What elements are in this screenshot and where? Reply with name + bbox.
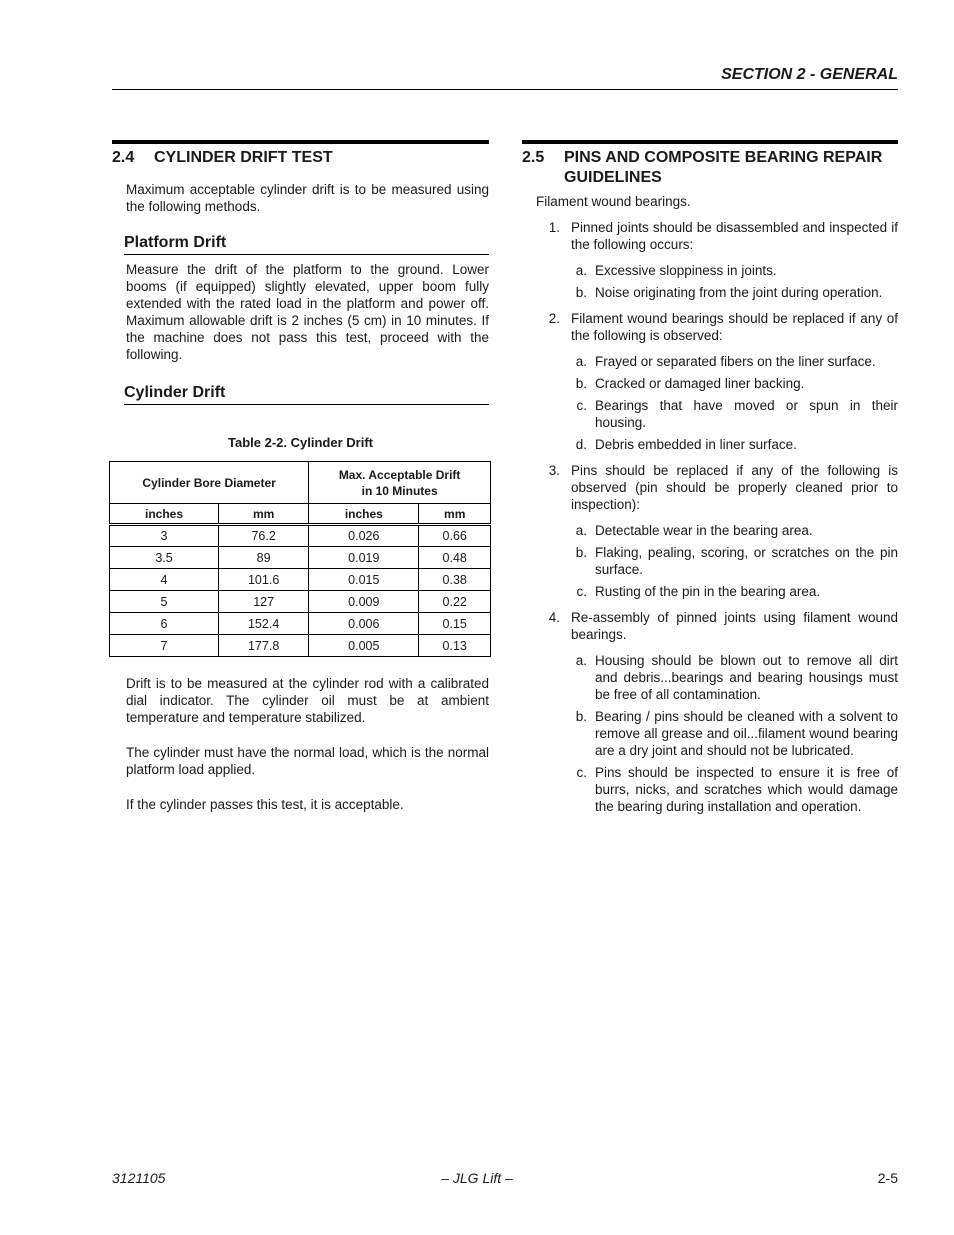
sub-item-text: Frayed or separated fibers on the liner surface. xyxy=(595,354,876,369)
section-title: SECTION 2 - GENERAL xyxy=(721,66,898,83)
sub-list-item xyxy=(571,764,898,815)
footer-doc-number: 3121105 xyxy=(112,1170,166,1186)
table-cell: 89 xyxy=(219,547,309,569)
right-column xyxy=(522,140,898,815)
table-cell: 0.48 xyxy=(419,547,491,569)
table-cell: 6 xyxy=(110,613,219,635)
sub-list-item xyxy=(571,353,898,370)
platform-drift-paragraph: Measure the drift of the platform to the ground. Lower booms (if equipped) slightly elevated, upper boom fully extended with the rated load in the platform and power off. Maximum allowable drift is 2 inches (5 cm) in 10 minutes. If the machine does not pass this test, proceed with the following. xyxy=(126,262,489,362)
sub-list-item xyxy=(571,708,898,759)
footer-page-number: 2-5 xyxy=(877,1170,898,1186)
left-column xyxy=(112,140,489,813)
table-subheader: inches xyxy=(110,504,219,525)
table-cell: 4 xyxy=(110,569,219,591)
intro-paragraph: Filament wound bearings. xyxy=(536,194,691,209)
table-header-drift xyxy=(309,462,491,504)
sub-list-item xyxy=(571,522,898,539)
list-item xyxy=(536,310,898,344)
sub-item-letter: c. xyxy=(576,584,587,599)
sub-item-text: Rusting of the pin in the bearing area. xyxy=(595,584,821,599)
cylinder-drift-table xyxy=(109,461,491,657)
sub-item-text: Debris embedded in liner surface. xyxy=(595,437,797,452)
section-number: 2.5 xyxy=(522,149,545,166)
table-cell: 0.006 xyxy=(309,613,419,635)
list-item xyxy=(536,219,898,253)
normal-load-paragraph: The cylinder must have the normal load, which is the normal platform load applied. xyxy=(126,745,489,777)
sub-item-letter: b. xyxy=(575,376,587,391)
sub-item-letter: b. xyxy=(575,545,587,560)
list-item-text: Pinned joints should be disassembled and inspected if the following occurs: xyxy=(571,220,898,252)
sub-item-text: Noise originating from the joint during operation. xyxy=(595,285,883,300)
sub-item-letter: a. xyxy=(575,523,587,538)
list-item-text: Re-assembly of pinned joints using filament wound bearings. xyxy=(571,610,898,642)
list-item-number: 2. xyxy=(548,311,560,326)
table-row xyxy=(110,569,491,591)
table-cell: 0.005 xyxy=(309,635,419,657)
table-header-drift-line1: Max. Acceptable Drift xyxy=(338,467,461,482)
subheading-cylinder-drift: Cylinder Drift xyxy=(124,384,489,405)
section-heading-title: PINS AND COMPOSITE BEARING REPAIR GUIDELINES xyxy=(564,149,883,186)
drift-measure-paragraph: Drift is to be measured at the cylinder rod with a calibrated dial indicator. The cylinder oil must be at ambient temperature and temperature stabilized. xyxy=(126,676,489,725)
sub-item-letter: c. xyxy=(576,765,587,780)
table-header-bore: Cylinder Bore Diameter xyxy=(110,462,309,504)
table-cell: 7 xyxy=(110,635,219,657)
table-cell: 3 xyxy=(110,525,219,547)
list-item-text: Filament wound bearings should be replaced if any of the following is observed: xyxy=(571,311,898,343)
sub-item-letter: b. xyxy=(575,285,587,300)
table-subheader: mm xyxy=(219,504,309,525)
list-item-number: 1. xyxy=(548,220,560,235)
subheading-platform-drift: Platform Drift xyxy=(124,234,489,255)
section-heading-2-4 xyxy=(112,140,489,168)
sub-item-text: Bearings that have moved or spun in their housing. xyxy=(595,398,898,430)
table-cell: 5 xyxy=(110,591,219,613)
acceptance-paragraph: If the cylinder passes this test, it is acceptable. xyxy=(126,797,404,812)
table-cell: 177.8 xyxy=(219,635,309,657)
table-caption: Table 2-2. Cylinder Drift xyxy=(228,435,373,450)
sub-list-item xyxy=(571,397,898,431)
table-cell: 0.13 xyxy=(419,635,491,657)
section-number: 2.4 xyxy=(112,149,135,166)
table-row xyxy=(110,591,491,613)
list-item-text: Pins should be replaced if any of the following is observed (pin should be properly cleaned prior to inspection): xyxy=(571,463,898,512)
table-header-drift-line2: in 10 Minutes xyxy=(361,483,438,498)
table-cell: 0.66 xyxy=(419,525,491,547)
sub-item-text: Detectable wear in the bearing area. xyxy=(595,523,813,538)
list-item-number: 3. xyxy=(548,463,560,478)
sub-item-letter: c. xyxy=(576,398,587,413)
table-cell: 0.026 xyxy=(309,525,419,547)
table-cell: 0.019 xyxy=(309,547,419,569)
sub-item-letter: b. xyxy=(575,709,587,724)
footer-brand: – JLG Lift – xyxy=(441,1170,513,1186)
sub-item-text: Housing should be blown out to remove all dirt and debris...bearings and bearing housings must be free of all contamination. xyxy=(595,653,898,702)
table-cell: 3.5 xyxy=(110,547,219,569)
sub-list-item xyxy=(571,284,898,301)
sub-list-item xyxy=(571,436,898,453)
sub-list-item xyxy=(571,544,898,578)
list-item xyxy=(536,609,898,643)
section-heading-2-5 xyxy=(522,140,898,188)
sub-list-item xyxy=(571,375,898,392)
guideline-list xyxy=(536,219,898,815)
page-header xyxy=(112,66,898,90)
table-cell: 76.2 xyxy=(219,525,309,547)
sub-item-text: Excessive sloppiness in joints. xyxy=(595,263,777,278)
table-cell: 127 xyxy=(219,591,309,613)
table-row xyxy=(110,613,491,635)
table-cell: 0.015 xyxy=(309,569,419,591)
sub-item-letter: a. xyxy=(575,354,587,369)
sub-item-letter: a. xyxy=(575,263,587,278)
sub-item-text: Flaking, pealing, scoring, or scratches on the pin surface. xyxy=(595,545,898,577)
sub-item-letter: d. xyxy=(575,437,587,452)
table-subheader: mm xyxy=(419,504,491,525)
sub-list-item xyxy=(571,583,898,600)
sub-item-letter: a. xyxy=(575,653,587,668)
table-cell: 0.38 xyxy=(419,569,491,591)
sub-list-item xyxy=(571,262,898,279)
list-item-number: 4. xyxy=(548,610,560,625)
table-cell: 0.22 xyxy=(419,591,491,613)
table-row xyxy=(110,547,491,569)
table-subheader: inches xyxy=(309,504,419,525)
sub-item-text: Cracked or damaged liner backing. xyxy=(595,376,805,391)
list-item xyxy=(536,462,898,513)
intro-paragraph: Maximum acceptable cylinder drift is to be measured using the following methods. xyxy=(126,182,489,214)
sub-item-text: Bearing / pins should be cleaned with a solvent to remove all grease and oil...filament wound bearing are a dry joint and should not be lubricated. xyxy=(595,709,898,758)
table-cell: 0.009 xyxy=(309,591,419,613)
table-cell: 152.4 xyxy=(219,613,309,635)
sub-item-text: Pins should be inspected to ensure it is free of burrs, nicks, and scratches which would damage the bearing during installation and operation. xyxy=(595,765,898,814)
table-cell: 101.6 xyxy=(219,569,309,591)
table-row xyxy=(110,525,491,547)
sub-list-item xyxy=(571,652,898,703)
table-cell: 0.15 xyxy=(419,613,491,635)
section-heading-title: CYLINDER DRIFT TEST xyxy=(154,149,333,166)
table-row xyxy=(110,635,491,657)
